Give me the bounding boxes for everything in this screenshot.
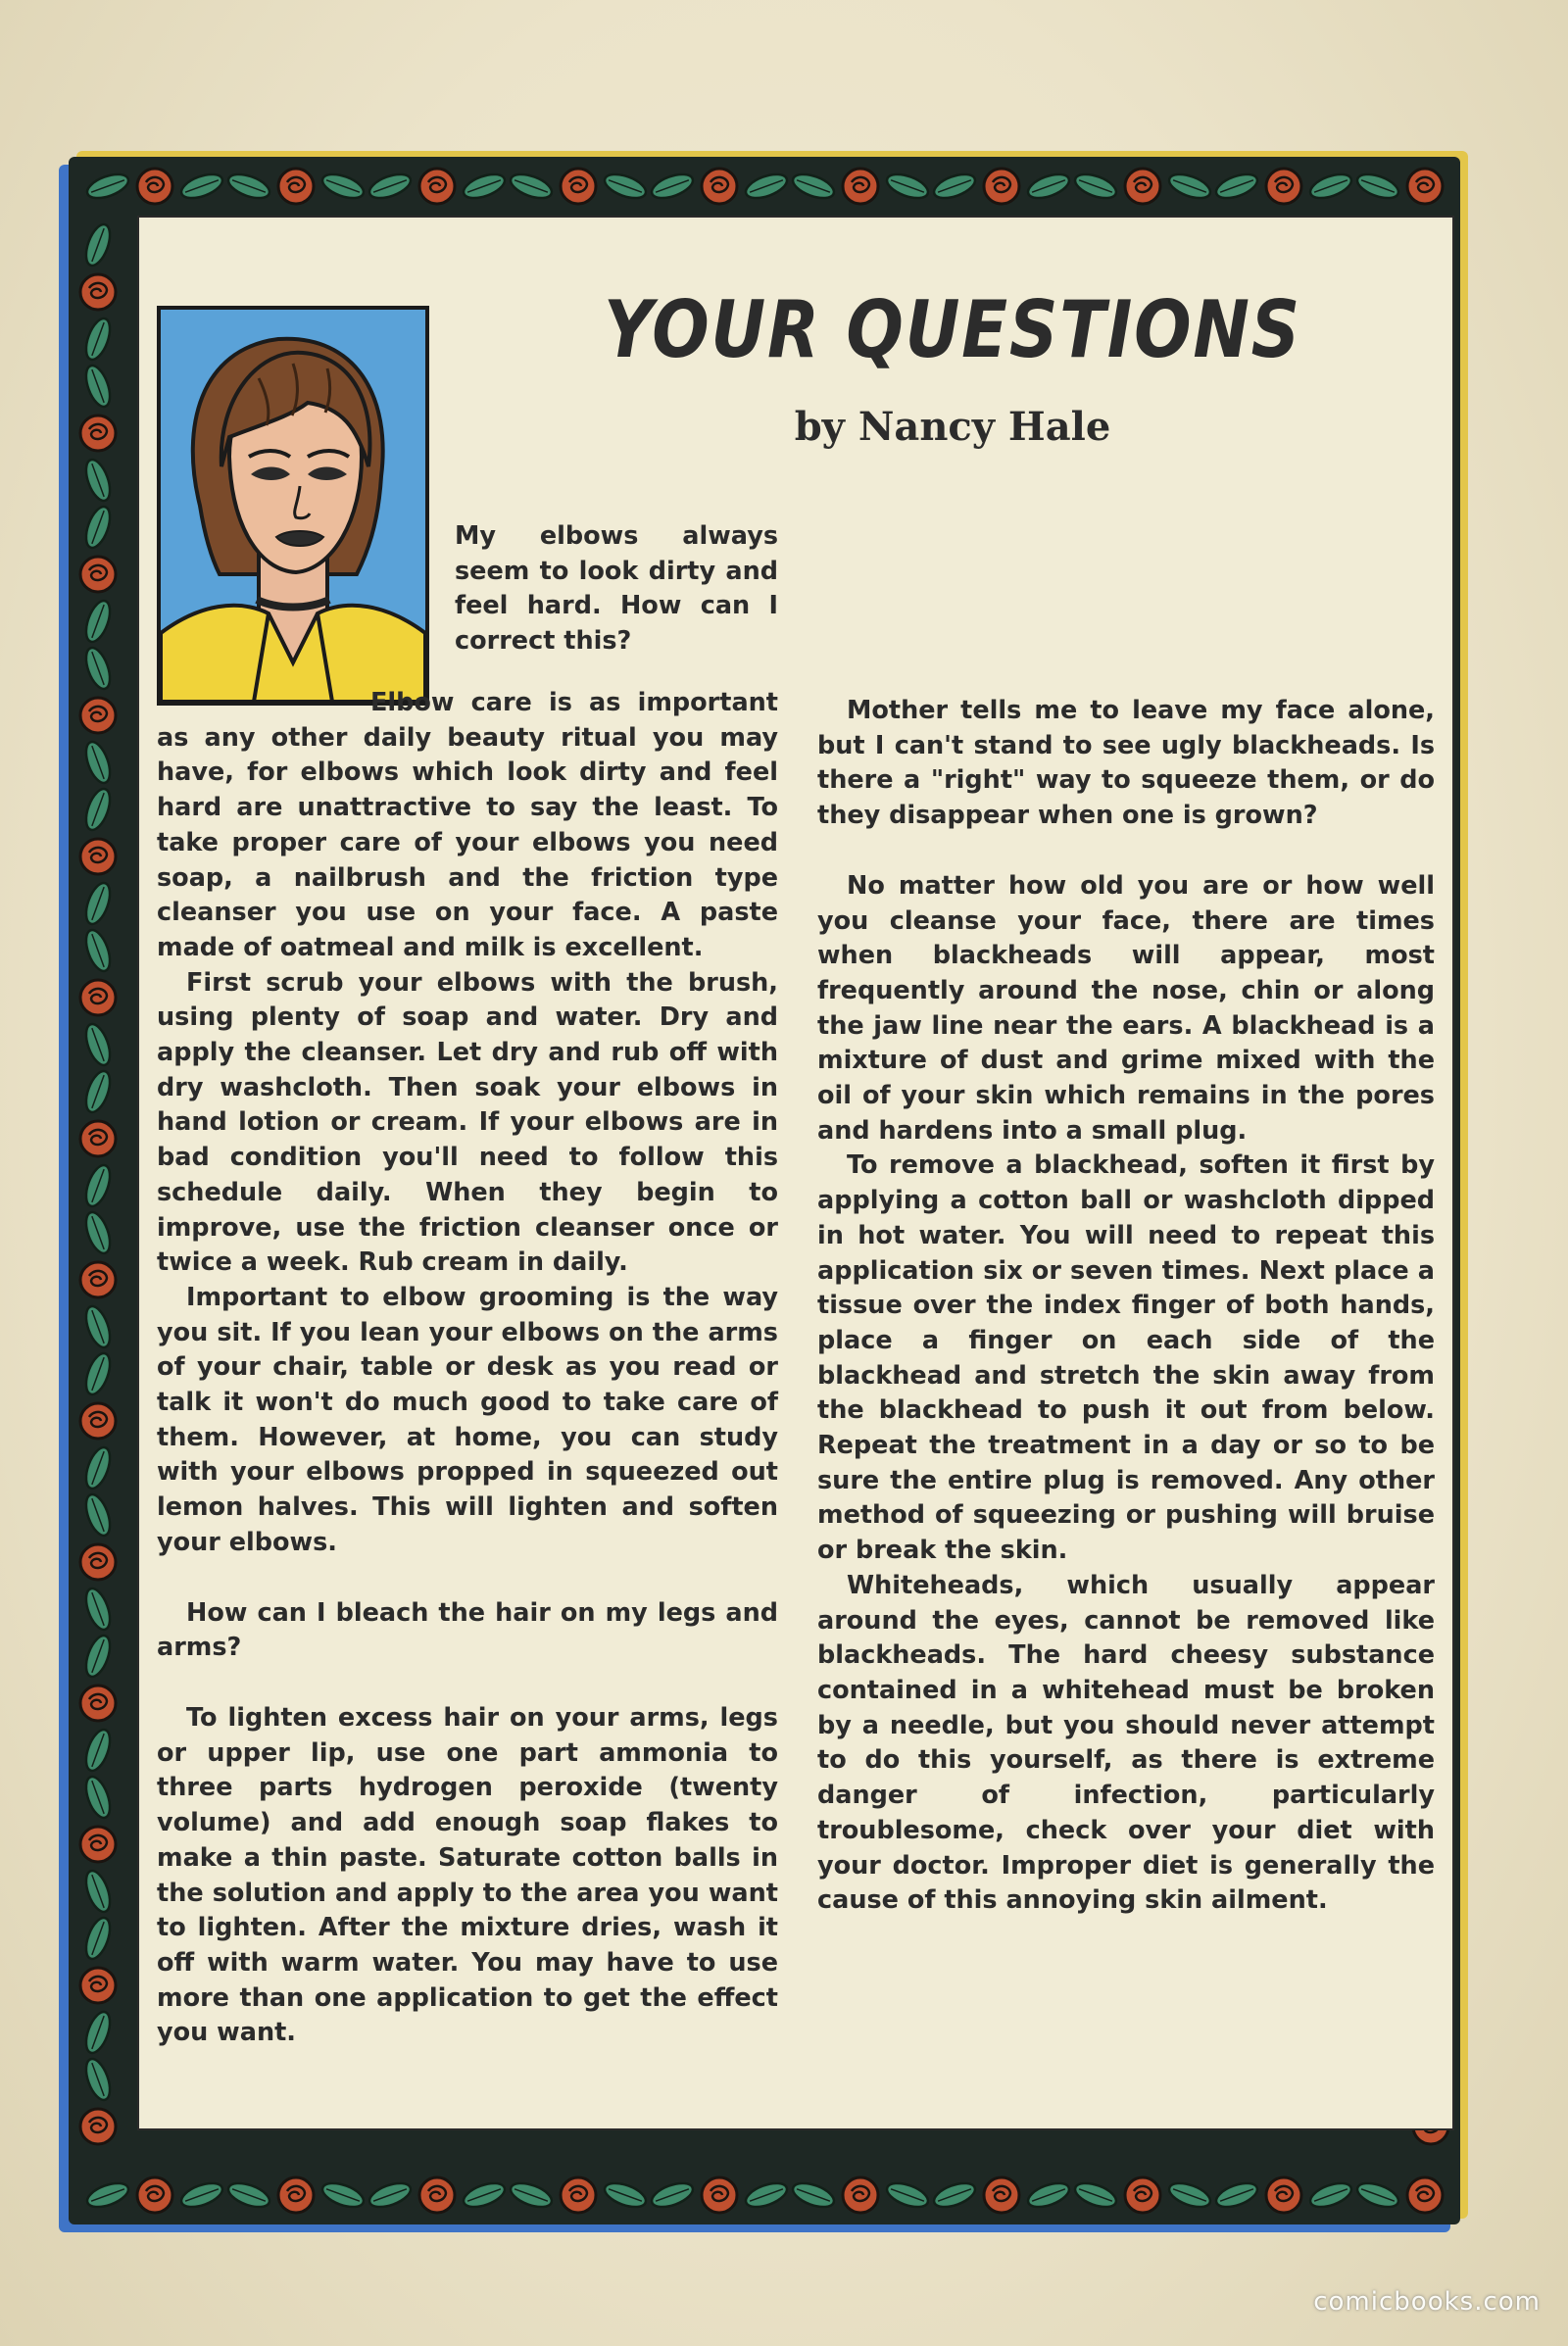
woman-portrait-illustration — [161, 310, 425, 702]
rose-ornament — [843, 169, 878, 204]
leaf-ornament — [790, 170, 837, 203]
leaf-ornament — [81, 1633, 115, 1680]
rose-ornament — [80, 415, 116, 451]
rose-ornament — [843, 2177, 878, 2213]
leaf-ornament — [84, 2178, 131, 2212]
leaf-ornament — [1025, 2178, 1072, 2212]
leaf-ornament — [81, 786, 115, 833]
author-byline: by Nancy Hale — [794, 404, 1111, 450]
answer-blackheads-paragraph: No matter how old you are or how well you cleanse your face, there are times when blackheads will appear, most frequently around the nose, chin or along the jaw line near the ears. A blackhead is a mixture of dust and grime mixed with the oil of your skin which remains in the pores and hardens into a small plug. — [817, 870, 1435, 1146]
leaf-ornament — [81, 221, 115, 269]
rose-ornament — [80, 839, 116, 874]
leaf-ornament — [1072, 2178, 1119, 2212]
rose-ornament — [80, 1262, 116, 1297]
leaf-ornament — [81, 2056, 115, 2103]
rose-ornament — [80, 557, 116, 592]
leaf-ornament — [81, 645, 115, 692]
leaf-ornament — [81, 1162, 115, 1209]
rose-ornament — [702, 169, 737, 204]
rose-ornament — [561, 2177, 596, 2213]
rose-ornament — [1407, 2177, 1443, 2213]
article-title: YOUR QUESTIONS — [604, 284, 1301, 375]
rose-ornament — [80, 1827, 116, 1862]
leaf-ornament — [931, 2178, 978, 2212]
leaf-ornament — [461, 2178, 508, 2212]
answer-elbows-paragraph: Elbow care is as important as any other daily beauty ritual you may have, for elbows which look dirty and feel hard are unattractive to say the least. To take proper care of your elbows you need soap, a nailbrush and the friction type cleanser you use on your face. A paste made of oatmeal and milk is excellent. — [157, 688, 778, 962]
rose-ornament — [137, 2177, 172, 2213]
leaf-ornament — [81, 880, 115, 927]
leaf-ornament — [178, 170, 225, 203]
leaf-ornament — [81, 316, 115, 363]
rose-ornament — [984, 169, 1019, 204]
rose-ornament — [80, 2109, 116, 2144]
answer-elbows-paragraph: Important to elbow grooming is the way you sit. If you lean your elbows on the arms of your chair, table or desk as you read or talk it won't do much good to take care of them. However, at home, you can study with your elbows propped in squeezed out lemon halves. This will lighten and soften your elbows. — [157, 1282, 778, 1557]
rose-ornament — [80, 1121, 116, 1156]
leaf-ornament — [743, 170, 790, 203]
leaf-ornament — [81, 598, 115, 645]
leaf-ornament — [81, 2009, 115, 2056]
leaf-ornament — [1166, 170, 1213, 203]
leaf-ornament — [743, 2178, 790, 2212]
leaf-ornament — [1354, 2178, 1401, 2212]
leaf-ornament — [367, 170, 414, 203]
rose-ornament — [984, 2177, 1019, 2213]
leaf-ornament — [602, 2178, 649, 2212]
leaf-ornament — [602, 170, 649, 203]
leaf-ornament — [81, 927, 115, 974]
rose-ornament — [561, 169, 596, 204]
leaf-ornament — [81, 504, 115, 551]
site-watermark: comicbooks.com — [1313, 2287, 1541, 2317]
leaf-ornament — [81, 1727, 115, 1774]
leaf-ornament — [1072, 170, 1119, 203]
leaf-ornament — [508, 2178, 555, 2212]
answer-blackheads-paragraph: To remove a blackhead, soften it first by applying a cotton ball or washcloth dipped in hot water. You will need to repeat this application six or seven times. Next place a tissue over the index finger of both hands, place a finger on each side of the blackhead and stretch the skin away from the blackhead to push it out from below. Repeat the treatment in a day or so to be sure the entire plug is removed. Any other method of squeezing or pushing will bruise or break the skin. — [817, 1150, 1435, 1566]
rose-ornament — [278, 2177, 314, 2213]
leaf-ornament — [178, 2178, 225, 2212]
leaf-ornament — [81, 1021, 115, 1068]
leaf-ornament — [81, 1209, 115, 1256]
question-bleach: How can I bleach the hair on my legs and arms? — [157, 1597, 778, 1663]
leaf-ornament — [81, 457, 115, 504]
rose-ornament — [1125, 2177, 1160, 2213]
rose-ornament — [1125, 169, 1160, 204]
leaf-ornament — [81, 1586, 115, 1633]
rose-ornament — [80, 698, 116, 733]
rose-ornament — [80, 1968, 116, 2003]
leaf-ornament — [225, 170, 272, 203]
rose-ornament — [80, 1544, 116, 1580]
leaf-ornament — [81, 1774, 115, 1821]
leaf-ornament — [81, 1444, 115, 1491]
rose-ornament — [137, 169, 172, 204]
leaf-ornament — [81, 1868, 115, 1915]
leaf-ornament — [884, 2178, 931, 2212]
leaf-ornament — [931, 170, 978, 203]
leaf-ornament — [1166, 2178, 1213, 2212]
left-column — [157, 686, 778, 2051]
rose-ornament — [80, 1686, 116, 1721]
leaf-ornament — [1354, 170, 1401, 203]
leaf-ornament — [508, 170, 555, 203]
leaf-ornament — [81, 739, 115, 786]
leaf-ornament — [81, 363, 115, 410]
leaf-ornament — [367, 2178, 414, 2212]
leaf-ornament — [790, 2178, 837, 2212]
answer-blackheads-paragraph: Whiteheads, which usually appear around the eyes, cannot be removed like blackheads. The hard cheesy substance contained in a whitehead must be broken by a needle, but you should never attempt to do this yourself, as there is extreme danger of infection, particularly troublesome, check over your diet with your doctor. Improper diet is generally the cause of this annoying skin ailment. — [817, 1570, 1435, 1916]
question-elbows: My elbows always seem to look dirty and feel hard. How can I correct this? — [455, 521, 778, 657]
leaf-ornament — [1025, 170, 1072, 203]
leaf-ornament — [81, 1068, 115, 1115]
leaf-ornament — [319, 170, 367, 203]
leaf-ornament — [1213, 2178, 1260, 2212]
leaf-ornament — [84, 170, 131, 203]
rose-ornament — [1266, 2177, 1301, 2213]
rose-ornament — [702, 2177, 737, 2213]
answer-elbows-paragraph: First scrub your elbows with the brush, using plenty of soap and water. Dry and apply the cleanser. Let dry and rub off with dry washcloth. Then soak your elbows in hand lotion or cream. If your elbows are in bad condition you'll need to follow this schedule daily. When they begin to improve, use the friction cleanser once or twice a week. Rub cream in daily. — [157, 967, 778, 1278]
rose-ornament — [80, 274, 116, 310]
rose-ornament — [1407, 169, 1443, 204]
author-portrait — [157, 306, 429, 706]
rose-ornament — [278, 169, 314, 204]
rose-ornament — [80, 1403, 116, 1439]
rose-ornament — [1266, 169, 1301, 204]
leaf-ornament — [1307, 2178, 1354, 2212]
right-column — [817, 519, 1435, 1919]
answer-bleach-paragraph: To lighten excess hair on your arms, legs or upper lip, use one part ammonia to three parts hydrogen peroxide (twenty volume) and add enough soap flakes to make a thin paste. Saturate cotton balls in the solution and apply to the area you want to lighten. After the mixture dries, wash it off with warm water. You may have to use more than one application to get the effect you want. — [157, 1702, 778, 2048]
leaf-ornament — [1307, 170, 1354, 203]
leaf-ornament — [81, 1915, 115, 1962]
question-blackheads: Mother tells me to leave my face alone, but I can't stand to see ugly blackheads. Is there a "right" way to squeeze them, or do they disappear when one is grown? — [817, 696, 1435, 831]
leaf-ornament — [81, 1491, 115, 1539]
leaf-ornament — [81, 1303, 115, 1350]
leaf-ornament — [319, 2178, 367, 2212]
rose-ornament — [419, 2177, 455, 2213]
leaf-ornament — [461, 170, 508, 203]
leaf-ornament — [81, 1350, 115, 1397]
leaf-ornament — [649, 2178, 696, 2212]
rose-ornament — [419, 169, 455, 204]
leaf-ornament — [649, 170, 696, 203]
leaf-ornament — [1213, 170, 1260, 203]
rose-ornament — [80, 980, 116, 1015]
leaf-ornament — [884, 170, 931, 203]
leaf-ornament — [225, 2178, 272, 2212]
article-panel — [137, 216, 1454, 2130]
